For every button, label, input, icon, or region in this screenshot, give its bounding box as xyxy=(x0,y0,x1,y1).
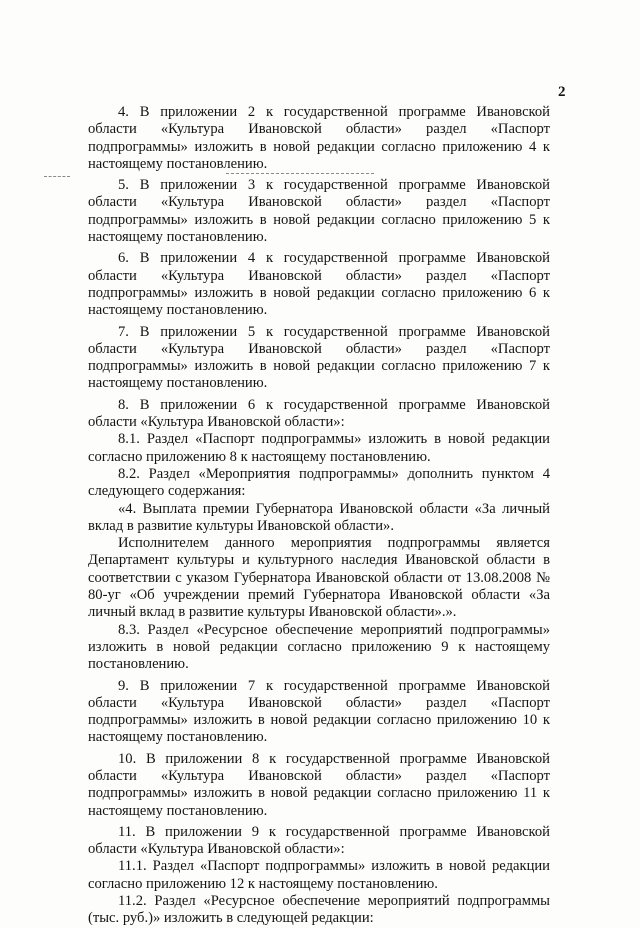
paragraph-item-11: 11. В приложении 9 к государственной программе Ивановской области «Культура Ивановской области»: xyxy=(88,823,550,858)
paragraph-item-4: 4. В приложении 2 к государственной программе Ивановской области «Культура Ивановской области» раздел «Паспорт подпрограммы» изложить в новой редакции согласно приложению 4 к настоящему постановлению. xyxy=(88,104,550,172)
page-number: 2 xyxy=(558,84,566,100)
paragraph-quote-item-4: «4. Выплата премии Губернатора Ивановской области «За личный вклад в развитие культуры Ивановской области». xyxy=(88,500,550,534)
paragraph-item-10: 10. В приложении 8 к государственной программе Ивановской области «Культура Ивановской области» раздел «Паспорт подпрограммы» изложить в новой редакции согласно приложению 11 к настоящему постановлению. xyxy=(88,750,550,819)
paragraph-item-8-1: 8.1. Раздел «Паспорт подпрограммы» изложить в новой редакции согласно приложению 8 к настоящему постановлению. xyxy=(88,431,550,465)
paragraph-item-8: 8. В приложении 6 к государственной программе Ивановской области «Культура Ивановской области»: xyxy=(88,396,550,431)
paragraph-item-8-3: 8.3. Раздел «Ресурсное обеспечение мероприятий подпрограммы» изложить в новой редакции согласно приложению 9 к настоящему постановлению. xyxy=(88,621,550,673)
paragraph-item-5: 5. В приложении 3 к государственной программе Ивановской области «Культура Ивановской области» раздел «Паспорт подпрограммы» изложить в новой редакции согласно приложению 5 к настоящему постановлению. xyxy=(88,177,550,246)
paragraph-item-9: 9. В приложении 7 к государственной программе Ивановской области «Культура Ивановской области» раздел «Паспорт подпрограммы» изложить в новой редакции согласно приложению 10 к настоящему постановлению. xyxy=(88,677,550,746)
paragraph-item-7: 7. В приложении 5 к государственной программе Ивановской области «Культура Ивановской области» раздел «Паспорт подпрограммы» изложить в новой редакции согласно приложению 7 к настоящему постановлению. xyxy=(88,323,550,392)
paragraph-executor: Исполнителем данного мероприятия подпрограммы является Департамент культуры и культурного наследия Ивановской области в соответствии с указом Губернатора Ивановской области от 13.08.2008 № 80-уг «Об учреждении премий Губернатора Ивановской области «За личный вклад в развитие культуры Ивановской области».». xyxy=(88,535,550,621)
paragraph-item-6: 6. В приложении 4 к государственной программе Ивановской области «Культура Ивановской области» раздел «Паспорт подпрограммы» изложить в новой редакции согласно приложению 6 к настоящему постановлению. xyxy=(88,250,550,319)
scan-artifact-line xyxy=(44,176,70,178)
paragraph-item-11-1: 11.1. Раздел «Паспорт подпрограммы» изложить в новой редакции согласно приложению 12 к настоящему постановлению. xyxy=(88,858,550,892)
paragraph-item-11-2: 11.2. Раздел «Ресурсное обеспечение мероприятий подпрограммы (тыс. руб.)» изложить в следующей редакции: xyxy=(88,893,550,927)
paragraph-item-8-2: 8.2. Раздел «Мероприятия подпрограммы» дополнить пунктом 4 следующего содержания: xyxy=(88,465,550,500)
document-body xyxy=(88,104,550,928)
